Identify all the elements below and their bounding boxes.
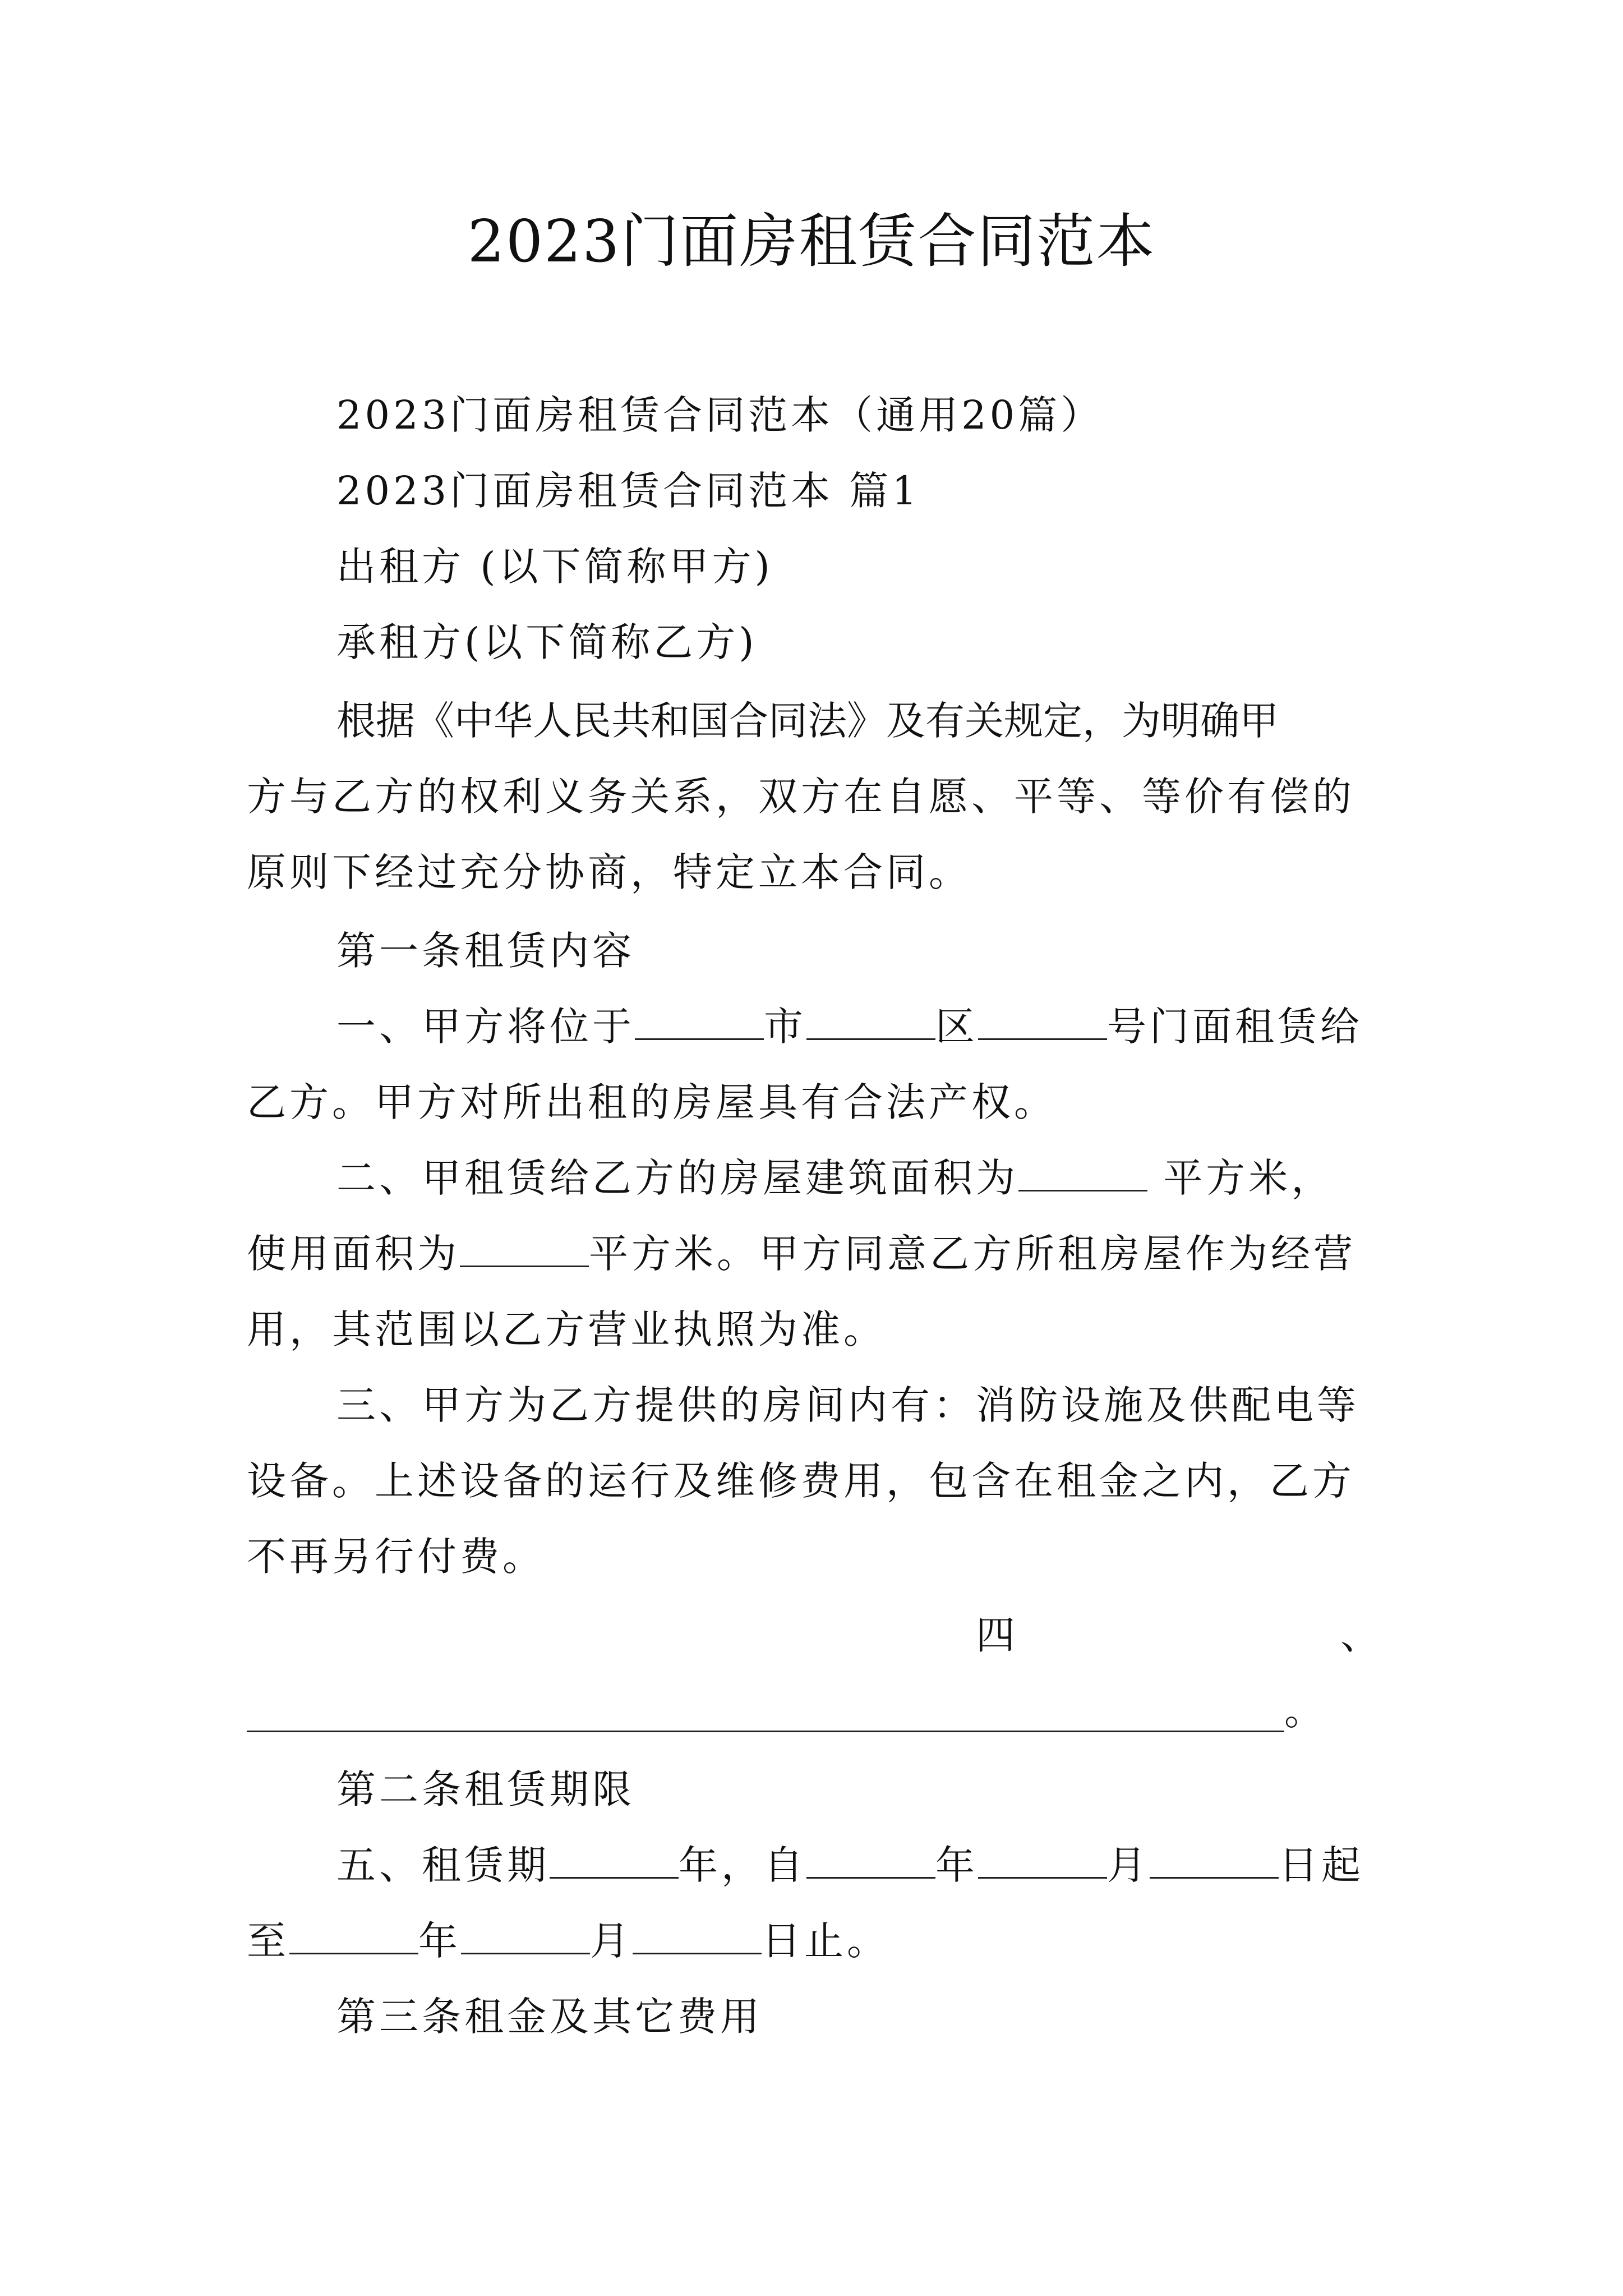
clause-line: 乙方。甲方对所出租的房屋具有合法产权。 xyxy=(247,1079,1057,1125)
blank-field xyxy=(978,1002,1107,1040)
clause-mark: 。 xyxy=(1284,1688,1327,1734)
blank-field xyxy=(289,1917,418,1954)
blank-field xyxy=(635,1002,764,1040)
clause-line xyxy=(247,1001,1380,1052)
blank-field xyxy=(806,1841,935,1879)
clause-text: 号门面租赁给 xyxy=(1107,1004,1363,1050)
blank-field xyxy=(550,1841,679,1879)
article-heading: 第一条租赁内容 xyxy=(336,928,635,974)
clause-text: 五、租赁期 xyxy=(336,1842,550,1888)
section-heading: 2023门面房租赁合同范本 篇1 xyxy=(336,468,920,514)
clause-mark: 、 xyxy=(1340,1612,1383,1658)
clause-text: 月 xyxy=(1107,1842,1150,1888)
paragraph-line: 方与乙方的权利义务关系，双方在自愿、平等、等价有偿的 xyxy=(247,774,1355,820)
clause-text: 月 xyxy=(590,1918,633,1964)
clause-line: 用，其范围以乙方营业执照为准。 xyxy=(247,1306,886,1352)
clause-text: 一、甲方将位于 xyxy=(336,1004,635,1050)
clause-text: 年 xyxy=(418,1918,461,1964)
article-heading: 第二条租赁期限 xyxy=(336,1766,635,1812)
clause-line: 设备。上述设备的运行及维修费用，包含在租金之内，乙方 xyxy=(247,1458,1355,1504)
lessor-line: 出租方 (以下简称甲方) xyxy=(336,544,773,590)
blank-field xyxy=(633,1917,762,1954)
lessee-line: 承租方(以下简称乙方) xyxy=(336,619,758,665)
paragraph-line xyxy=(247,696,1380,746)
clause-text: 市 xyxy=(764,1004,806,1050)
clause-line xyxy=(247,1916,1380,1966)
clause-number: 四 xyxy=(976,1612,1018,1658)
blank-field xyxy=(806,1002,935,1040)
clause-text: 二、甲租赁给乙方的房屋建筑面积为 xyxy=(336,1155,1018,1201)
blank-field xyxy=(978,1841,1107,1879)
clause-text: 年，自 xyxy=(679,1842,806,1888)
clause-text: 使用面积为 xyxy=(247,1231,460,1277)
subtitle-line: 2023门面房租赁合同范本（通用20篇） xyxy=(336,392,1104,438)
clause-line xyxy=(247,1228,1380,1279)
document-title: 2023门面房租赁合同范本 xyxy=(467,207,1156,275)
blank-field xyxy=(460,1230,589,1267)
clause-text: 区 xyxy=(935,1004,978,1050)
clause-line xyxy=(247,1153,1380,1203)
blank-field xyxy=(461,1917,590,1954)
clause-line: 不再另行付费。 xyxy=(247,1534,545,1580)
paragraph-text: 根据《中华人民共和国合同法》及有关规定，为明确甲 xyxy=(336,698,1279,744)
clause-text: 平方米。甲方同意乙方所租房屋作为经营 xyxy=(589,1231,1356,1277)
clause-text: 平方米， xyxy=(1163,1155,1334,1201)
clause-line xyxy=(247,1840,1380,1890)
blank-field xyxy=(1150,1841,1279,1879)
blank-field-long xyxy=(247,1731,1284,1732)
clause-text: 日起 xyxy=(1279,1842,1364,1888)
clause-line: 三、甲方为乙方提供的房间内有：消防设施及供配电等 xyxy=(336,1382,1359,1428)
article-heading: 第三条租金及其它费用 xyxy=(336,1994,763,2040)
paragraph-line: 原则下经过充分协商，特定立本合同。 xyxy=(247,849,971,895)
clause-text: 至 xyxy=(247,1918,289,1964)
clause-text: 年 xyxy=(935,1842,978,1888)
clause-text: 日止。 xyxy=(762,1918,889,1964)
blank-field xyxy=(1018,1154,1147,1191)
